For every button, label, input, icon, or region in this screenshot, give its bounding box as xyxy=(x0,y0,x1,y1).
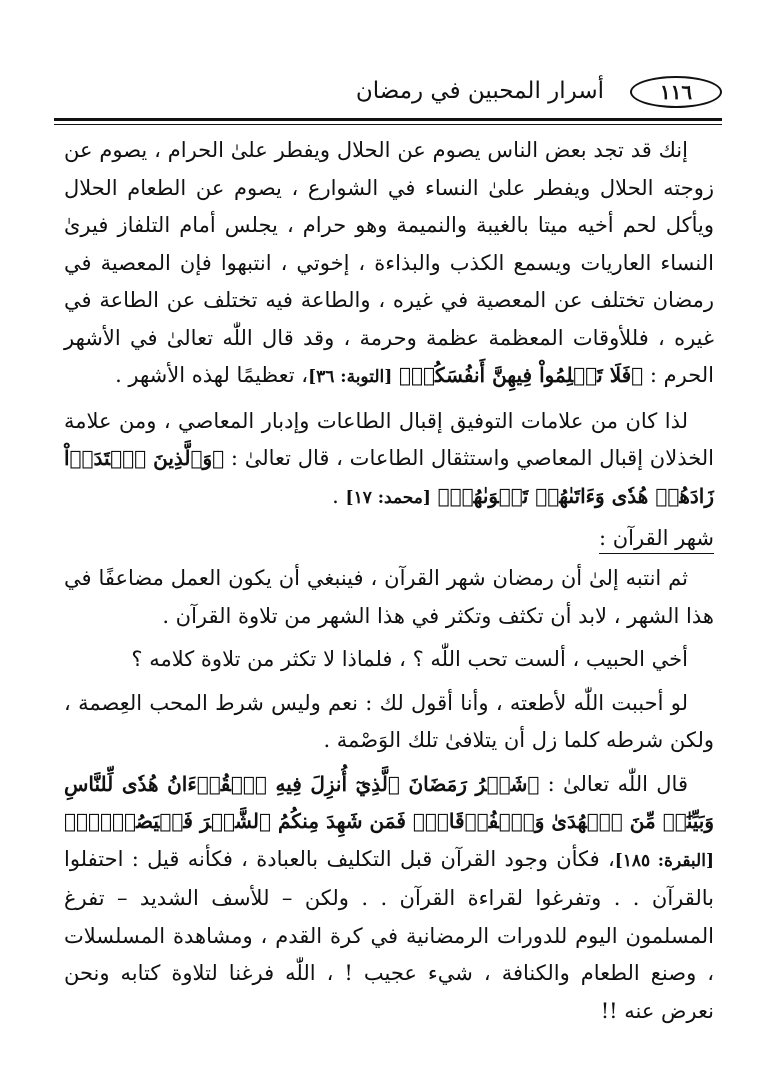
section-heading-wrapper xyxy=(64,517,714,560)
header-rule-thick xyxy=(54,118,722,121)
page-body xyxy=(64,132,714,1030)
quran-verse-1: ﴿فَلَا تَظۡلِمُواْ فِيهِنَّ أَنفُسَكُمۡ﴾ xyxy=(398,363,644,387)
section-heading: شهر القرآن : xyxy=(599,523,714,554)
paragraph-1-text: إنك قد تجد بعض الناس يصوم عن الحلال ويفطر علىٰ الحرام ، يصوم عن زوجته الحلال ويفطر علىٰ النساء في الشوارع ، يصوم عن الطعام الحلال ويأكل لحم أخيه ميتا بالغيبة والنميمة وهو حرام ، يجلس أمام التلفاز فيرىٰ النساء العاريات ويسمع الكذب والبذاءة ، إخوتي ، انتبهوا فإن المعصية في رمضان تختلف عن المعصية في غيره ، والطاعة فيه تختلف عن الطاعة في غيره ، فللأوقات المعظمة عظمة وحرمة ، وقد قال اللّٰه تعالىٰ في الأشهر الحرم : xyxy=(64,138,714,387)
quran-verse-2: ﴿وَٱلَّذِينَ ٱهۡتَدَوۡاْ زَادَهُمۡ هُدٗى وَءَاتَىٰهُمۡ تَقۡوَىٰهُمۡ﴾ xyxy=(64,446,714,508)
paragraph-5: لو أحببت اللّٰه لأطعته ، وأنا أقول لك : نعم وليس شرط المحب العِصمة ، ولكن شرطه كلما زل أن يتلافىٰ تلك الوَصْمة . xyxy=(64,690,714,752)
paragraph-3: ثم انتبه إلىٰ أن رمضان شهر القرآن ، فينبغي أن يكون العمل مضاعفًا في هذا الشهر ، لابد أن تكثف وتكثر في هذا الشهر من تلاوة القرآن . xyxy=(64,566,714,628)
page-header xyxy=(54,72,722,112)
header-rule-thin xyxy=(54,124,722,125)
paragraph-2-text: لذا كان من علامات التوفيق إقبال الطاعات وإدبار المعاصي ، ومن علامة الخذلان إقبال المعاصي واستثقال الطاعات ، قال تعالىٰ : xyxy=(64,408,715,470)
verse-reference-3: [البقرة: ١٨٥] xyxy=(614,850,714,871)
running-title: أسرار المحبين في رمضان xyxy=(355,78,604,104)
paragraph-4: أخي الحبيب ، ألست تحب اللّٰه ؟ ، فلماذا لا تكثر من تلاوة كلامه ؟ xyxy=(131,647,688,671)
quran-verse-3: ﴿شَهۡرُ رَمَضَانَ ٱلَّذِيٓ أُنزِلَ فِيهِ ٱلۡقُرۡءَانُ هُدٗى لِّلنَّاسِ وَبَيِّنَٰتٖ مِّنَ ٱلۡهُدَىٰ وَٱلۡفُرۡقَانِۚ فَمَن شَهِدَ مِنكُمُ ٱلشَّهۡرَ فَلۡيَصُمۡهُۖ﴾ xyxy=(64,771,714,833)
page-number: ١١٦ xyxy=(630,76,722,108)
verse-reference-1: [التوبة: ٣٦] xyxy=(308,367,393,387)
paragraph-2 xyxy=(64,403,714,518)
paragraph-6-tail: ، فكأن وجود القرآن قبل التكليف بالعبادة ، فكأنه قيل : احتفلوا بالقرآن . . وتفرغوا لقراءة القرآن . . ولكن – للأسف الشديد – تفرغ المسلمون اليوم للدورات الرمضانية في كرة القدم ، ومشاهدة المسلسلات ، وصنع الطعام والكنافة ، شيء عجيب ! ، اللّٰه فرغنا لتلاوة كتابه ونحن نعرض عنه !! xyxy=(64,846,714,1023)
paragraph-6-text: قال اللّٰه تعالىٰ : xyxy=(539,771,688,796)
paragraph-2-tail: . xyxy=(332,483,339,508)
paragraph-1 xyxy=(64,132,714,397)
paragraph-6 xyxy=(64,766,714,1031)
paragraph-1-tail: ، تعظيمًا لهذه الأشهر . xyxy=(115,363,309,387)
verse-reference-2: [محمد: ١٧] xyxy=(345,487,431,508)
